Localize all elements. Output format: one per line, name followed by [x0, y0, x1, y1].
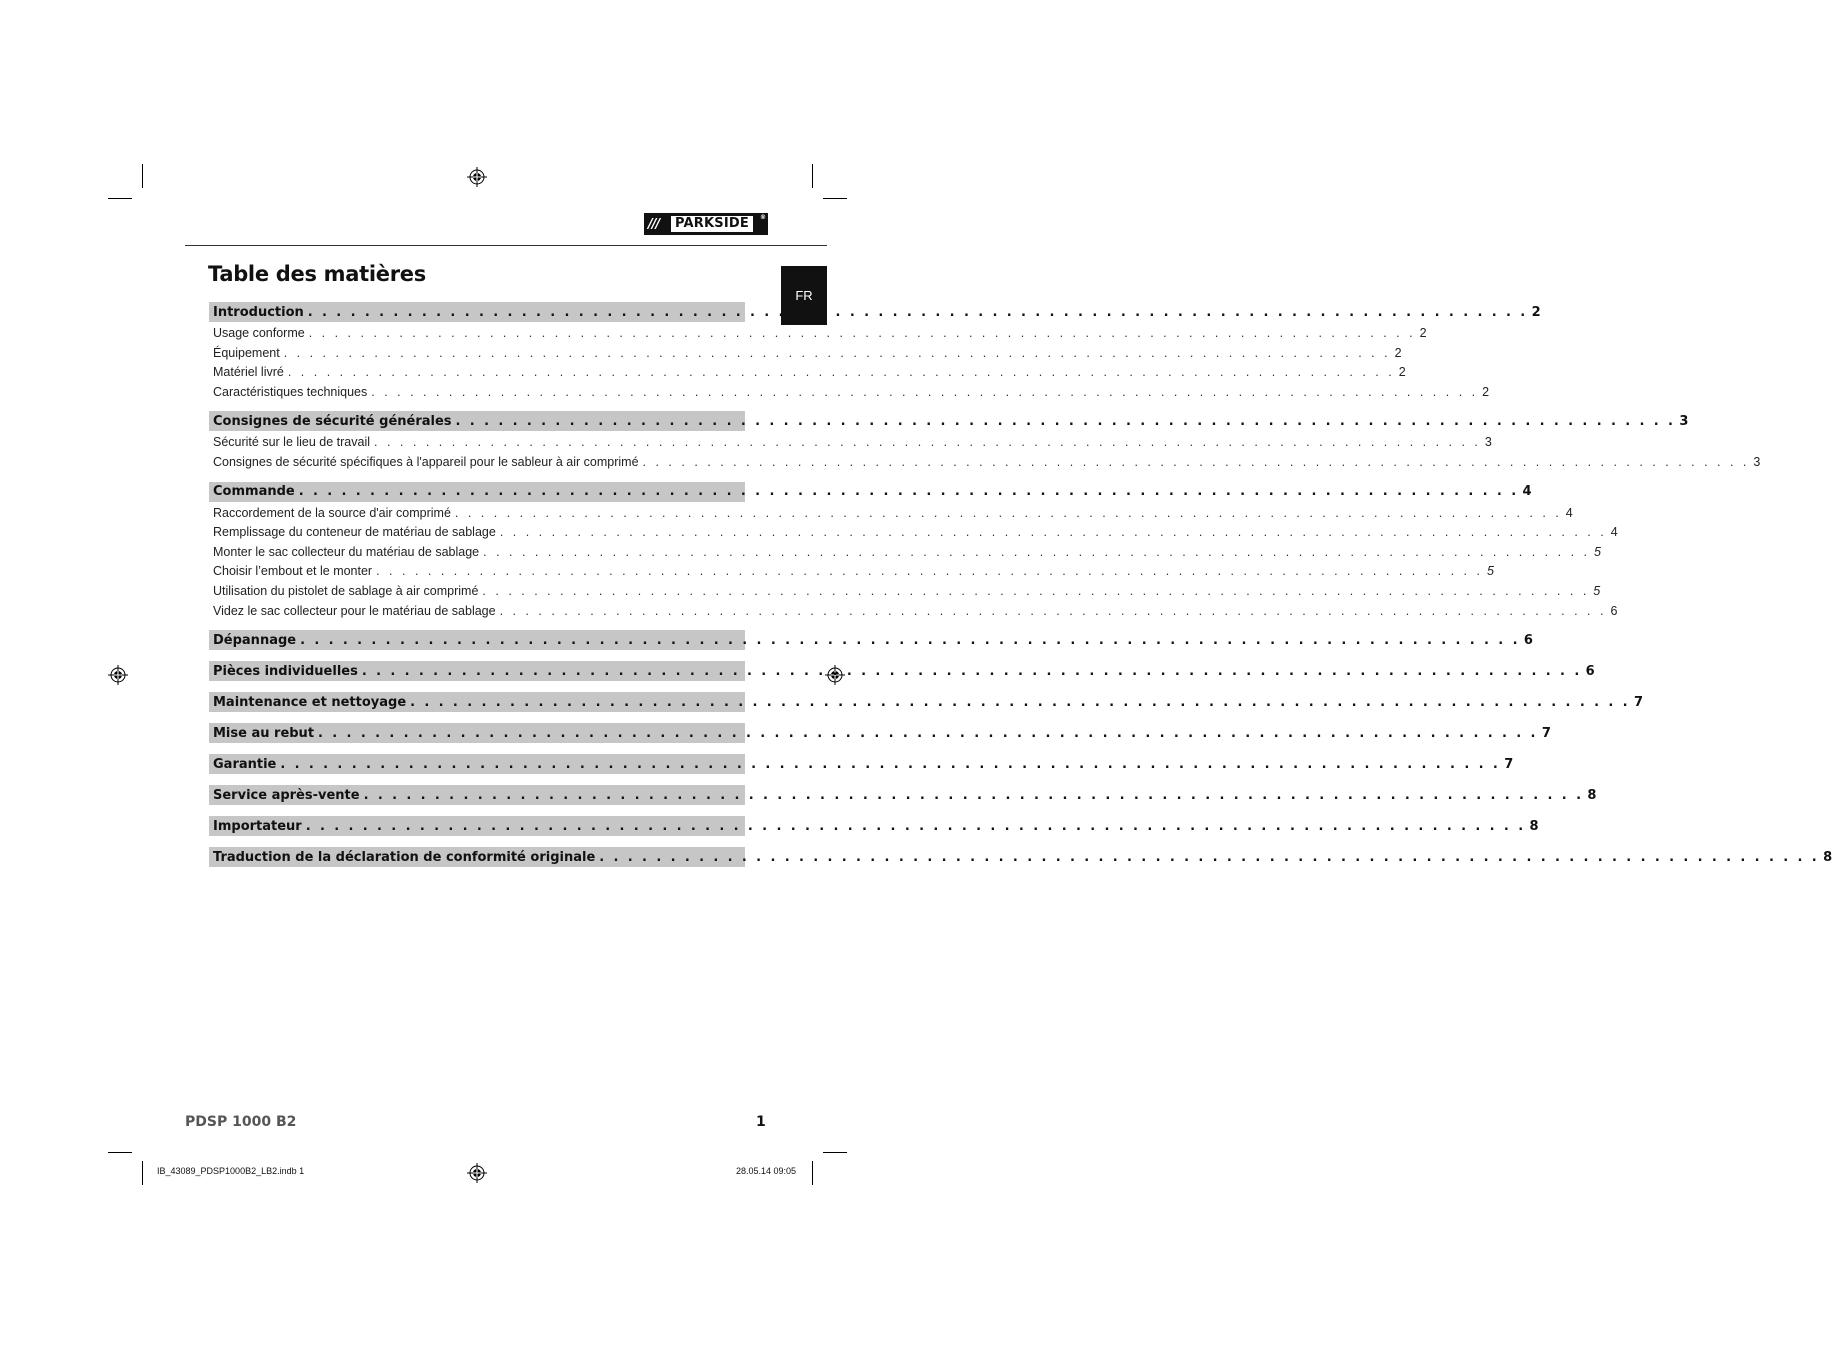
toc-section-label: Service après-vente	[213, 787, 360, 803]
print-slug-file: IB_43089_PDSP1000B2_LB2.indb 1	[157, 1166, 305, 1176]
toc-entry-label: Remplissage du conteneur de matériau de sablage	[213, 525, 496, 540]
toc-section-label: Maintenance et nettoyage	[213, 694, 407, 710]
toc-section-page: 7	[1541, 725, 1551, 741]
toc-section	[209, 630, 1533, 650]
registration-mark-icon	[467, 1163, 487, 1183]
toc-section-page: 7	[1504, 756, 1514, 772]
toc-leader-dots: . . . . . . . . . . . . . . . . . . . . . . . . . . . . . . . . . . . . . . . . . . . . . . . . . . . . . . . . . . . . . . . . . . . . . . . . . . . . . . . . . . . . . .	[454, 505, 1562, 520]
toc-entry-page: 6	[1610, 603, 1618, 618]
toc-section-label: Mise au rebut	[213, 725, 315, 741]
toc-section-label: Introduction	[213, 304, 304, 320]
page-title: Table des matières	[208, 262, 426, 286]
crop-mark	[108, 1152, 132, 1153]
header-rule	[185, 245, 827, 246]
toc-leader-dots: . . . . . . . . . . . . . . . . . . . . . . . . . . . . . . . . . . . . . . . . . . . . . . . . . . . . . . . . . . . . . . . . . . . . . . . . . . . . . . . . . . . . . .	[300, 632, 1520, 648]
toc-entry-label: Monter le sac collecteur du matériau de sablage	[213, 544, 480, 559]
crop-mark	[108, 198, 132, 199]
toc-entry-page: 2	[1419, 326, 1427, 340]
toc-entry	[213, 383, 1490, 401]
toc-entry-page: 5	[1593, 584, 1601, 598]
registration-mark-icon	[108, 665, 128, 685]
toc-leader-dots: . . . . . . . . . . . . . . . . . . . . . . . . . . . . . . . . . . . . . . . . . . . . . . . . . . . . . . . . . . . . . . . . . . . . . . . . . . . . . . . . . . . . . .	[287, 365, 1395, 380]
toc-section-label: Garantie	[213, 756, 277, 772]
toc-entry	[213, 602, 1618, 620]
toc-leader-dots: . . . . . . . . . . . . . . . . . . . . . . . . . . . . . . . . . . . . . . . . . . . . . . . . . . . . . . . . . . . . . . . . . . . . . . . . . . . . . . . . . . . . . .	[305, 818, 1526, 834]
toc-entry-label: Utilisation du pistolet de sablage à air comprimé	[213, 584, 479, 598]
toc-section-label: Traduction de la déclaration de conformité originale	[213, 849, 596, 865]
toc-section-page: 6	[1585, 663, 1595, 679]
toc-leader-dots: . . . . . . . . . . . . . . . . . . . . . . . . . . . . . . . . . . . . . . . . . . . . . . . . . . . . . . . . . . . . . . . . . . . . . . . . . . . . . . . . . . . . . .	[482, 584, 1590, 598]
toc-entry-label: Caractéristiques techniques	[213, 384, 368, 399]
crop-mark	[812, 1161, 813, 1185]
model-number: PDSP 1000 B2	[185, 1114, 297, 1130]
toc-entry-page: 3	[1484, 435, 1492, 450]
toc-entry-page: 2	[1398, 365, 1406, 380]
toc-leader-dots: . . . . . . . . . . . . . . . . . . . . . . . . . . . . . . . . . . . . . . . . . . . . . . . . . . . . . . . . . . . . . . . . . . . . . . . . . . . . . . . . . . . . . .	[499, 603, 1607, 618]
toc-entry-page: 5	[1594, 544, 1601, 559]
toc-leader-dots: . . . . . . . . . . . . . . . . . . . . . . . . . . . . . . . . . . . . . . . . . . . . . . . . . . . . . . . . . . . . . . . . . . . . . . . . . . . . . . . . . . . . . .	[599, 849, 1820, 865]
logo-slashes: ///	[648, 216, 660, 232]
toc-entry	[213, 324, 1427, 342]
toc-section-page: 4	[1522, 484, 1532, 500]
toc-entry-label: Raccordement de la source d'air comprimé	[213, 505, 451, 520]
toc-leader-dots: . . . . . . . . . . . . . . . . . . . . . . . . . . . . . . . . . . . . . . . . . . . . . . . . . . . . . . . . . . . . . . . . . . . . . . . . . . . . . . . . . . . . . .	[642, 455, 1750, 469]
toc-entry	[213, 453, 1761, 471]
logo-wordmark: PARKSIDE	[671, 216, 753, 232]
crop-mark	[812, 164, 813, 188]
toc-section-page: 7	[1633, 694, 1643, 710]
toc-leader-dots: . . . . . . . . . . . . . . . . . . . . . . . . . . . . . . . . . . . . . . . . . . . . . . . . . . . . . . . . . . . . . . . . . . . . . . . . . . . . . . . . . . . . . .	[499, 525, 1607, 540]
print-slug-date: 28.05.14 09:05	[736, 1166, 797, 1176]
toc-section	[209, 723, 1551, 743]
toc-leader-dots: . . . . . . . . . . . . . . . . . . . . . . . . . . . . . . . . . . . . . . . . . . . . . . . . . . . . . . . . . . . . . . . . . . . . . . . . . . . . . . . . . . . . . .	[307, 304, 1528, 320]
toc-section-page: 6	[1523, 632, 1533, 648]
logo-registered-mark: ®	[760, 214, 766, 221]
toc-section-page: 8	[1529, 818, 1539, 834]
toc-section-page: 8	[1587, 787, 1597, 803]
toc-leader-dots: . . . . . . . . . . . . . . . . . . . . . . . . . . . . . . . . . . . . . . . . . . . . . . . . . . . . . . . . . . . . . . . . . . . . . . . . . . . . . . . . . . . . . .	[410, 694, 1630, 710]
toc-entry	[213, 433, 1492, 451]
toc-section-label: Consignes de sécurité générales	[213, 413, 452, 429]
toc-entry-page: 2	[1482, 384, 1490, 399]
toc-section	[209, 754, 1514, 774]
toc-leader-dots: . . . . . . . . . . . . . . . . . . . . . . . . . . . . . . . . . . . . . . . . . . . . . . . . . . . . . . . . . . . . . . . . . . . . . . . . . . . . . . . . . . . . . .	[374, 435, 1481, 450]
toc-entry-page: 5	[1486, 564, 1494, 579]
toc-section	[209, 302, 1541, 322]
toc-entry	[213, 582, 1601, 600]
registration-mark-icon	[467, 167, 487, 187]
toc-section-label: Pièces individuelles	[213, 663, 358, 679]
toc-leader-dots: . . . . . . . . . . . . . . . . . . . . . . . . . . . . . . . . . . . . . . . . . . . . . . . . . . . . . . . . . . . . . . . . . . . . . . . . . . . . . . . . . . . . . .	[483, 544, 1590, 559]
toc-entry	[213, 363, 1406, 381]
toc-leader-dots: . . . . . . . . . . . . . . . . . . . . . . . . . . . . . . . . . . . . . . . . . . . . . . . . . . . . . . . . . . . . . . . . . . . . . . . . . . . . . . . . . . . . . .	[280, 756, 1501, 772]
toc-leader-dots: . . . . . . . . . . . . . . . . . . . . . . . . . . . . . . . . . . . . . . . . . . . . . . . . . . . . . . . . . . . . . . . . . . . . . . . . . . . . . . . . . . . . . .	[455, 413, 1676, 429]
toc-section	[209, 785, 1597, 805]
toc-entry-label: Consignes de sécurité spécifiques à l'appareil pour le sableur à air comprimé	[213, 455, 639, 469]
toc-section-page: 3	[1679, 413, 1689, 429]
crop-mark	[823, 198, 847, 199]
toc-section	[209, 847, 1832, 867]
toc-section-page: 8	[1823, 849, 1832, 865]
toc-entry-page: 4	[1610, 525, 1618, 540]
toc-section	[209, 692, 1643, 712]
toc-section-label: Dépannage	[213, 632, 297, 648]
toc-section-label: Importateur	[213, 818, 302, 834]
toc-entry-page: 4	[1565, 505, 1573, 520]
toc-entry	[213, 523, 1618, 541]
toc-entry-label: Équipement	[213, 345, 280, 360]
toc-entry	[213, 344, 1402, 362]
language-tab-label: FR	[795, 288, 813, 303]
toc-leader-dots: . . . . . . . . . . . . . . . . . . . . . . . . . . . . . . . . . . . . . . . . . . . . . . . . . . . . . . . . . . . . . . . . . . . . . . . . . . . . . . . . . . . . . .	[361, 663, 1582, 679]
toc-section	[209, 816, 1539, 836]
toc-entry	[213, 562, 1494, 580]
toc-leader-dots: . . . . . . . . . . . . . . . . . . . . . . . . . . . . . . . . . . . . . . . . . . . . . . . . . . . . . . . . . . . . . . . . . . . . . . . . . . . . . . . . . . . . . .	[318, 725, 1538, 741]
toc-leader-dots: . . . . . . . . . . . . . . . . . . . . . . . . . . . . . . . . . . . . . . . . . . . . . . . . . . . . . . . . . . . . . . . . . . . . . . . . . . . . . . . . . . . . . .	[283, 345, 1391, 360]
crop-mark	[142, 1161, 143, 1185]
toc-entry-page: 2	[1394, 345, 1402, 360]
toc-entry-label: Videz le sac collecteur pour le matériau de sablage	[213, 603, 496, 618]
crop-mark	[142, 164, 143, 188]
crop-mark	[823, 1152, 847, 1153]
toc-leader-dots: . . . . . . . . . . . . . . . . . . . . . . . . . . . . . . . . . . . . . . . . . . . . . . . . . . . . . . . . . . . . . . . . . . . . . . . . . . . . . . . . . . . . . .	[376, 564, 1483, 579]
parkside-logo	[644, 213, 768, 235]
toc-section	[209, 482, 1532, 502]
toc-section	[209, 661, 1595, 681]
toc-section	[209, 411, 1689, 431]
toc-leader-dots: . . . . . . . . . . . . . . . . . . . . . . . . . . . . . . . . . . . . . . . . . . . . . . . . . . . . . . . . . . . . . . . . . . . . . . . . . . . . . . . . . . . . . .	[371, 384, 1479, 399]
toc-entry-label: Choisir l’embout et le monter	[213, 564, 373, 579]
toc-leader-dots: . . . . . . . . . . . . . . . . . . . . . . . . . . . . . . . . . . . . . . . . . . . . . . . . . . . . . . . . . . . . . . . . . . . . . . . . . . . . . . . . . . . . . .	[298, 484, 1519, 500]
toc-entry	[213, 504, 1573, 522]
toc-entry	[213, 543, 1601, 561]
toc-entry-label: Matériel livré	[213, 365, 284, 380]
toc-leader-dots: . . . . . . . . . . . . . . . . . . . . . . . . . . . . . . . . . . . . . . . . . . . . . . . . . . . . . . . . . . . . . . . . . . . . . . . . . . . . . . . . . . . . . .	[308, 326, 1416, 340]
toc-section-label: Commande	[213, 484, 295, 500]
toc-entry-label: Usage conforme	[213, 326, 305, 340]
toc-entry-page: 3	[1753, 455, 1761, 469]
page-number: 1	[756, 1114, 766, 1130]
toc-section-page: 2	[1531, 304, 1541, 320]
toc-entry-label: Sécurité sur le lieu de travail	[213, 435, 371, 450]
toc-leader-dots: . . . . . . . . . . . . . . . . . . . . . . . . . . . . . . . . . . . . . . . . . . . . . . . . . . . . . . . . . . . . . . . . . . . . . . . . . . . . . . . . . . . . . .	[363, 787, 1584, 803]
